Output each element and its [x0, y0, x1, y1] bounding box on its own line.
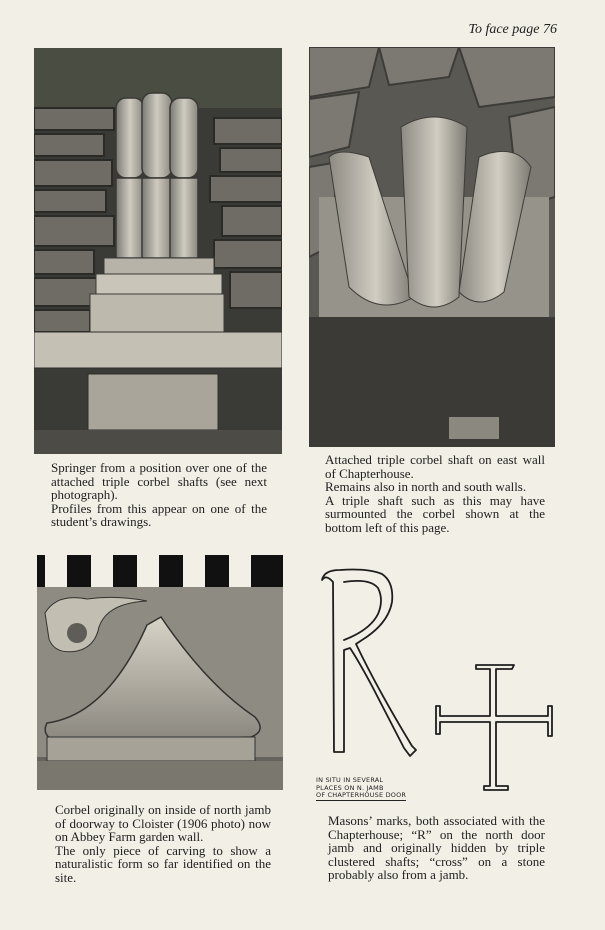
caption-paragraph: Masons’ marks, both associated with the Chapterhouse; “R” on the north door jamb and originally hidden by triple clustered shafts; “cross” on a stone probably also from a jamb. — [328, 813, 545, 883]
mason-mark-cross-drawing — [432, 660, 556, 792]
caption-masons-marks — [328, 814, 545, 882]
mason-mark-r-drawing — [312, 560, 424, 760]
caption-corbel — [55, 803, 271, 885]
caption-paragraph: Springer from a position over one of the attached triple corbel shafts (see next photograph). — [51, 460, 267, 503]
drawing-note-line: PLACES ON N. JAMB — [316, 783, 384, 792]
corbel-photo — [37, 555, 283, 790]
drawing-note-line: IN SITU IN SEVERAL — [316, 776, 384, 784]
springer-photo — [34, 48, 282, 454]
drawing-note-line: OF CHAPTERHOUSE DOOR — [316, 791, 407, 799]
triple-shaft-photo — [309, 47, 555, 447]
drawing-note — [316, 777, 406, 801]
caption-paragraph: Profiles from this appear on one of the student’s drawings. — [51, 500, 267, 530]
caption-paragraph: Remains also in north and south walls. — [325, 479, 527, 495]
caption-paragraph: Corbel originally on inside of north jamb of doorway to Cloister (1906 photo) now on Abbey Farm garden wall. — [55, 802, 271, 845]
caption-paragraph: The only piece of carving to show a naturalistic form so far identified on the site. — [55, 842, 271, 885]
caption-paragraph: Attached triple corbel shaft on east wall of Chapterhouse. — [325, 452, 545, 481]
caption-paragraph: A triple shaft such as this may have surmounted the corbel shown at the bottom left of this page. — [325, 492, 545, 535]
caption-triple-shaft — [325, 453, 545, 535]
caption-springer — [51, 461, 267, 529]
page-header: To face page 76 — [468, 22, 557, 37]
